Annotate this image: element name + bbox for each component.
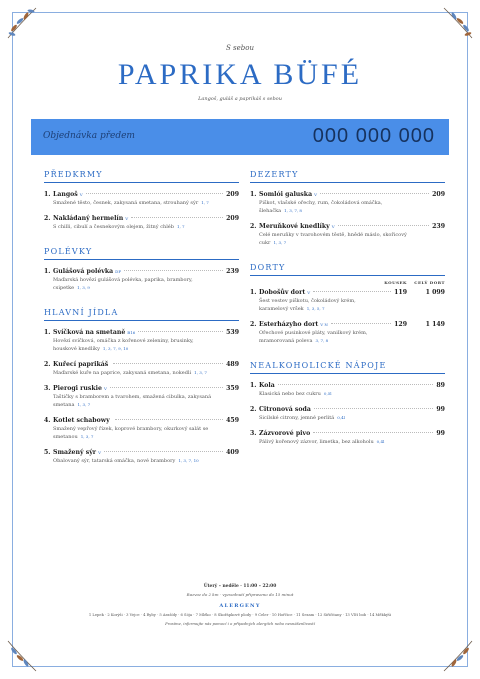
restaurant-subtitle: Langoš, guláš a paprikáš s sebou bbox=[198, 96, 282, 102]
item-description: Ořechové pusinkové pláty, vanilkový krém, mramorovaná poleva bbox=[259, 330, 368, 344]
diet-tag: DF bbox=[115, 269, 122, 274]
item-number: 1. bbox=[250, 382, 257, 389]
allergens-title: ALERGENY bbox=[219, 603, 261, 609]
opening-hours: Úterý – neděle · 11:00 – 22:00 bbox=[203, 584, 277, 589]
leader-dots bbox=[278, 384, 434, 385]
item-price-whole: 1 099 bbox=[425, 289, 445, 296]
leader-dots bbox=[113, 363, 223, 364]
item-name: Dobošův dort bbox=[259, 289, 306, 296]
phone-number[interactable]: 000 000 000 bbox=[312, 125, 435, 147]
item-description: Piškot, vlašské ořechy, rum, čokoládová omáčka, šlehačka bbox=[259, 200, 383, 214]
item-description: Pálivý kořenový zázvor, limetka, bez alkoholu bbox=[259, 439, 374, 445]
item-name: Esterházyho dort bbox=[259, 321, 319, 328]
section-divider bbox=[250, 275, 445, 276]
leader-dots bbox=[124, 270, 223, 271]
item-name: Langoš bbox=[53, 191, 78, 198]
menu-item bbox=[250, 429, 445, 446]
item-number: 1. bbox=[44, 268, 51, 275]
item-price: 459 bbox=[226, 417, 239, 424]
leader-dots bbox=[115, 419, 223, 420]
section-divider bbox=[44, 182, 239, 183]
leaf-ornament-icon bbox=[6, 639, 40, 673]
item-number: 5. bbox=[44, 449, 51, 456]
item-description: Maďarská hovězí gulášová polévka, paprika, brambory, csipetke bbox=[53, 277, 193, 291]
preorder-label: Objednávka předem bbox=[43, 131, 135, 141]
left-column bbox=[44, 170, 239, 465]
leader-dots bbox=[131, 217, 223, 218]
size-small-label: KOUSEK bbox=[384, 280, 407, 285]
preorder-banner bbox=[31, 119, 449, 155]
section-title: NEALKOHOLICKÉ NÁPOJE bbox=[250, 361, 387, 370]
menu-item bbox=[44, 190, 239, 207]
leaf-ornament-icon bbox=[6, 6, 40, 40]
section-hlavni-jidla bbox=[44, 308, 239, 465]
item-price: 99 bbox=[436, 430, 445, 437]
restaurant-title: PAPRIKA BÜFÉ bbox=[117, 58, 363, 91]
item-price: 239 bbox=[432, 223, 445, 230]
item-description: Taštičky s bramborem a tvarohem, smažená cibulka, zakysaná smetana bbox=[53, 394, 212, 408]
leader-dots bbox=[331, 323, 391, 324]
diet-tag: V bbox=[98, 450, 101, 455]
leaf-ornament-icon bbox=[440, 639, 474, 673]
diet-tag: V N bbox=[320, 322, 328, 327]
item-price: 409 bbox=[226, 449, 239, 456]
allergen-codes: 1, 3, 7 bbox=[194, 370, 207, 375]
size-large-label: CELÝ DORT bbox=[414, 280, 445, 285]
item-name: Zázvorové pivo bbox=[259, 430, 311, 437]
item-number: 1. bbox=[250, 191, 257, 198]
item-description: Sicilské citrony, jemné perlitá bbox=[259, 415, 335, 421]
right-column bbox=[250, 170, 445, 446]
item-price: 359 bbox=[226, 385, 239, 392]
allergen-codes: 1, 3, 7, 9, 10 bbox=[102, 346, 129, 351]
item-description: Smažené těsto, česnek, zakysaná smetana, strouhaný sýr bbox=[53, 200, 199, 206]
item-price: 489 bbox=[226, 361, 239, 368]
item-description: Šest vestev piškotu, čokoládový krém, karamelový vršek bbox=[259, 298, 356, 312]
section-divider bbox=[44, 320, 239, 321]
item-price: 89 bbox=[436, 382, 445, 389]
item-name: Somlói galuska bbox=[259, 191, 313, 198]
section-title: DORTY bbox=[250, 263, 286, 272]
diet-tag: V bbox=[79, 192, 83, 197]
menu-item bbox=[250, 190, 445, 215]
item-number: 3. bbox=[44, 385, 51, 392]
item-description: Maďarské kuře na paprice, zakysaná smetana, nokedli bbox=[53, 370, 192, 376]
item-description: Obalovaný sýr, tatarská omáčka, nové brambory bbox=[53, 458, 176, 464]
item-description: S chilli, cibulí a česnekovým olejem, žitný chléb bbox=[53, 224, 174, 230]
size-header bbox=[250, 280, 445, 285]
menu-item bbox=[250, 288, 445, 313]
item-price: 209 bbox=[432, 191, 445, 198]
menu-item bbox=[44, 448, 239, 465]
item-name: Nakládaný hermelín bbox=[53, 215, 124, 222]
item-name: Gulášová polévka bbox=[53, 268, 114, 275]
section-predkrmy bbox=[44, 170, 239, 231]
menu-item bbox=[250, 381, 445, 398]
menu-item bbox=[44, 360, 239, 377]
item-price-slice: 129 bbox=[394, 321, 407, 328]
diet-tag: B16 bbox=[127, 330, 136, 335]
delivery-note: Razvoz do 2 km · vyzvednutí připraveno do 15 minut bbox=[186, 592, 294, 597]
item-name: Pierogi ruskie bbox=[53, 385, 102, 392]
item-price: 99 bbox=[436, 406, 445, 413]
item-description: Smažený vepřový řízek, koprové brambory, okurkový salát se smetanou bbox=[53, 426, 209, 440]
section-title: DEZERTY bbox=[250, 170, 299, 179]
item-price: 209 bbox=[226, 215, 239, 222]
item-number: 2. bbox=[250, 223, 257, 230]
allergen-codes: 1, 7 bbox=[176, 224, 185, 229]
menu-item bbox=[44, 384, 239, 409]
item-number: 3. bbox=[250, 430, 257, 437]
allergens-list: 1 Lepek · 2 Korýši · 3 Vejce · 4 Ryby · 5 Arašídy · 6 Sója · 7 Mléko · 8 Skořápkové plody · 9 Celer · 10 Hořčice · 11 Sezam · 12 Siřičitany · 13 Vlčí bob · 14 Měkkýši bbox=[88, 613, 392, 617]
section-dezerty bbox=[250, 170, 445, 247]
item-number: 2. bbox=[44, 215, 51, 222]
menu-header bbox=[0, 44, 480, 102]
diet-tag: V bbox=[314, 192, 317, 197]
section-polevky bbox=[44, 247, 239, 292]
leader-dots bbox=[104, 451, 223, 452]
item-name: Svíčková na smetaně bbox=[53, 329, 126, 336]
leader-dots bbox=[313, 432, 433, 433]
section-title: POLÉVKY bbox=[44, 247, 93, 256]
section-title: PŘEDKRMY bbox=[44, 170, 103, 179]
leaf-ornament-icon bbox=[440, 6, 474, 40]
allergen-codes: 1, 3, 7 bbox=[273, 240, 287, 245]
volume-label: 0,4l bbox=[376, 439, 385, 444]
allergen-codes: 1, 3, 7, 10 bbox=[178, 458, 199, 463]
item-name: Citronová soda bbox=[259, 406, 311, 413]
diet-tag: V bbox=[331, 224, 335, 229]
menu-item bbox=[44, 267, 239, 292]
item-price-whole: 1 149 bbox=[425, 321, 445, 328]
item-name: Meruňkové knedlíky bbox=[259, 223, 330, 230]
leader-dots bbox=[86, 193, 223, 194]
item-name: Smažený sýr bbox=[53, 449, 97, 456]
diet-tag: V bbox=[103, 386, 107, 391]
leader-dots bbox=[110, 387, 223, 388]
leader-dots bbox=[320, 193, 429, 194]
allergen-codes: 1, 7 bbox=[201, 200, 209, 205]
item-description: Celé meruňky v tvarohovém těstě, hnědé máslo, skořicový cukr bbox=[259, 232, 407, 246]
leader-dots bbox=[138, 331, 223, 332]
volume-label: 0,4l bbox=[337, 415, 345, 420]
section-napoje bbox=[250, 361, 445, 446]
item-description: Klasická nebo bez cukru bbox=[259, 391, 321, 397]
item-number: 2. bbox=[250, 406, 257, 413]
menu-item bbox=[250, 222, 445, 247]
item-number: 4. bbox=[44, 417, 51, 424]
item-number: 2. bbox=[44, 361, 51, 368]
leader-dots bbox=[338, 225, 429, 226]
menu-item bbox=[44, 214, 239, 231]
menu-item bbox=[250, 320, 445, 345]
item-name: Kola bbox=[259, 382, 275, 389]
item-number: 1. bbox=[44, 329, 51, 336]
leader-dots bbox=[314, 408, 434, 409]
item-name: Kotlet schabowy bbox=[53, 417, 110, 424]
item-name: Kuřecí paprikáš bbox=[53, 361, 109, 368]
diet-tag: V bbox=[307, 290, 311, 295]
item-number: 1. bbox=[44, 191, 51, 198]
leader-dots bbox=[313, 291, 391, 292]
menu-item bbox=[44, 416, 239, 441]
allergen-codes: 1, 3, 9 bbox=[77, 285, 90, 290]
section-divider bbox=[250, 182, 445, 183]
allergen-codes: 3, 7, 8 bbox=[315, 338, 329, 343]
takeaway-label: S sebou bbox=[226, 44, 254, 52]
menu-item bbox=[44, 328, 239, 353]
item-number: 1. bbox=[250, 289, 257, 296]
volume-label: 0,5l bbox=[323, 391, 332, 396]
section-divider bbox=[250, 373, 445, 374]
item-number: 2. bbox=[250, 321, 257, 328]
item-price-slice: 119 bbox=[394, 289, 407, 296]
section-divider bbox=[44, 259, 239, 260]
menu-footer bbox=[0, 584, 480, 626]
allergen-codes: 1, 3, 7 bbox=[77, 402, 91, 407]
allergen-codes: 1, 3, 7, 8 bbox=[284, 208, 302, 213]
item-description: Hovězí svíčková, omáčka z kořenové zeleniny, brusinky, houskové knedlíky bbox=[53, 338, 194, 352]
menu-item bbox=[250, 405, 445, 422]
section-dorty bbox=[250, 263, 445, 345]
item-price: 209 bbox=[226, 191, 239, 198]
diet-tag: V bbox=[125, 216, 129, 221]
section-title: HLAVNÍ JÍDLA bbox=[44, 308, 119, 317]
allergy-notice: Prosíme, informujte nás pomocí i o případných alergiích nebo nesnášenlivostí bbox=[165, 621, 315, 626]
item-price: 239 bbox=[226, 268, 239, 275]
allergen-codes: 1, 3, 5, 7 bbox=[306, 306, 325, 311]
allergen-codes: 1, 3, 7 bbox=[80, 434, 94, 439]
item-price: 539 bbox=[226, 329, 239, 336]
